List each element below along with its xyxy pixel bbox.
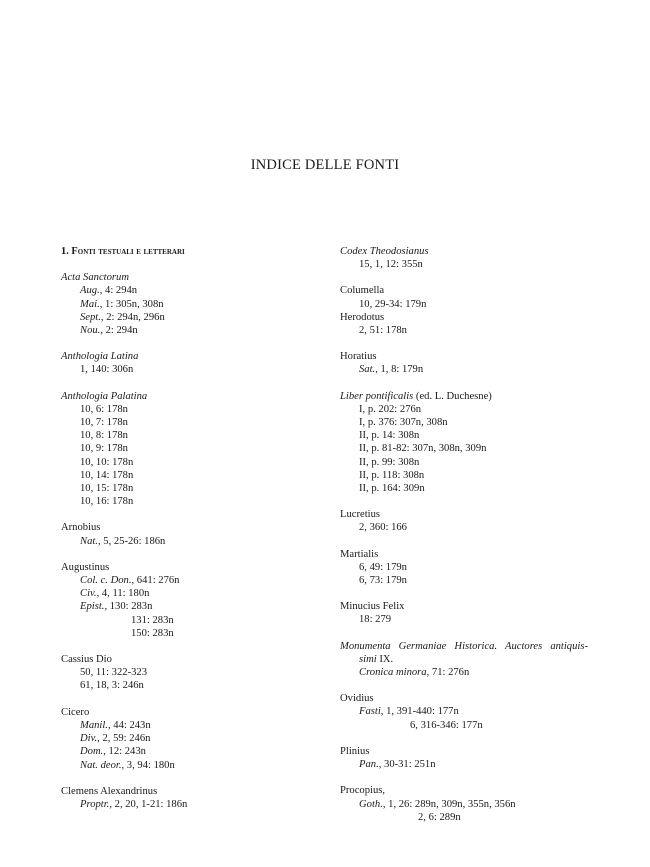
citation-line	[61, 574, 316, 587]
entry-heading	[340, 548, 595, 561]
author-name: Arnobius	[61, 522, 101, 534]
citation-line	[61, 284, 316, 297]
citation-line	[61, 627, 316, 640]
entry-heading-continued	[340, 653, 595, 666]
citation-reference: 50, 11: 322-323	[80, 667, 147, 679]
entry-heading	[340, 692, 595, 705]
citation-reference: , 130: 283n	[104, 601, 153, 613]
citation-reference: , 2: 294n	[100, 325, 138, 337]
citation-reference: II, p. 14: 308n	[359, 430, 420, 442]
index-entry	[61, 561, 316, 640]
citation-line	[340, 298, 595, 311]
citation-reference: 15, 1, 12: 355n	[359, 259, 423, 271]
index-entry	[61, 653, 316, 693]
citation-line	[61, 679, 316, 692]
citation-reference: 6, 316-346: 177n	[410, 719, 483, 731]
index-entry	[340, 548, 595, 588]
citation-line	[61, 614, 316, 627]
citation-line	[61, 442, 316, 455]
citation-reference: , 5, 25-26: 186n	[97, 535, 166, 547]
citation-reference: 2, 360: 166	[359, 522, 407, 534]
citation-reference: I, p. 202: 276n	[359, 403, 422, 415]
entry-heading	[61, 706, 316, 719]
citation-line	[340, 482, 595, 495]
work-title: Proptr.	[80, 798, 110, 810]
citation-reference: 10, 29-34: 179n	[359, 298, 427, 310]
author-name: Horatius	[340, 351, 377, 363]
entry-heading	[61, 521, 316, 534]
author-name: Martialis	[340, 548, 379, 560]
section-number: 1.	[61, 246, 69, 257]
right-column	[340, 245, 595, 837]
citation-reference: 131: 283n	[131, 614, 174, 626]
citation-reference: , 2: 294n, 296n	[100, 311, 165, 323]
citation-reference: 6, 73: 179n	[359, 575, 407, 587]
entry-heading	[340, 508, 595, 521]
citation-line	[340, 798, 595, 811]
heading-continued-note: IX.	[376, 653, 394, 665]
citation-reference: , 1, 391-440: 177n	[380, 706, 459, 718]
citation-reference: , 2, 59: 246n	[97, 733, 151, 745]
citation-reference: 10, 9: 178n	[80, 443, 128, 455]
citation-reference: 1, 140: 306n	[80, 364, 134, 376]
citation-line	[61, 324, 316, 337]
work-title: Nou.	[80, 325, 101, 337]
author-name: Ovidius	[340, 693, 374, 705]
citation-reference: 10, 14: 178n	[80, 469, 134, 481]
citation-reference: II, p. 81-82: 307n, 308n, 309n	[359, 443, 487, 455]
author-name: Liber pontificalis	[340, 390, 414, 402]
citation-reference: 6, 49: 179n	[359, 561, 407, 573]
entry-heading	[340, 784, 595, 797]
work-title: Nat. deor.	[80, 759, 122, 771]
citation-line	[340, 469, 595, 482]
citation-line	[340, 442, 595, 455]
citation-line	[340, 363, 595, 376]
page-title: INDICE DELLE FONTI	[250, 157, 400, 173]
author-name: Lucretius	[340, 509, 381, 521]
entry-heading	[340, 390, 595, 403]
citation-reference: II, p. 118: 308n	[359, 469, 425, 481]
citation-reference: 150: 283n	[131, 627, 174, 639]
citation-line	[340, 403, 595, 416]
author-name: Clemens Alexandrinus	[61, 785, 158, 797]
left-column	[61, 245, 316, 824]
citation-line	[340, 613, 595, 626]
index-entry	[340, 600, 595, 626]
work-title: Aug.	[80, 285, 100, 297]
author-name: Augustinus	[61, 561, 110, 573]
author-name: Cicero	[61, 706, 90, 718]
work-title: Sat.	[359, 364, 376, 376]
author-name: Herodotus	[340, 311, 385, 323]
work-title: Nat.	[80, 535, 98, 547]
index-entry	[340, 390, 595, 496]
index-entry	[340, 508, 595, 534]
citation-reference: , 641: 276n	[131, 575, 180, 587]
citation-reference: 10, 8: 178n	[80, 430, 128, 442]
index-entry	[340, 745, 595, 771]
index-entry	[61, 785, 316, 811]
citation-line	[61, 363, 316, 376]
work-title: Epist.	[80, 601, 105, 613]
citation-line	[61, 719, 316, 732]
work-title: Civ.	[80, 588, 97, 600]
citation-line	[340, 666, 595, 679]
entry-heading	[340, 640, 588, 653]
entry-heading	[61, 350, 316, 363]
entry-heading	[340, 745, 595, 758]
entry-heading	[340, 600, 595, 613]
entry-heading	[340, 350, 595, 363]
citation-line	[61, 403, 316, 416]
work-title: Sept.	[80, 311, 101, 323]
index-entry	[340, 640, 595, 680]
entry-heading	[61, 390, 316, 403]
heading-continued: simi	[359, 653, 377, 665]
work-title: Fasti	[359, 706, 381, 718]
citation-reference: I, p. 376: 307n, 308n	[359, 417, 448, 429]
entry-heading	[61, 561, 316, 574]
work-title: Pan.	[359, 759, 379, 771]
index-entry	[340, 350, 595, 376]
citation-reference: , 30-31: 251n	[378, 759, 436, 771]
citation-line	[61, 600, 316, 613]
citation-line	[61, 759, 316, 772]
work-title: Cronica minora	[359, 667, 427, 679]
citation-line	[61, 745, 316, 758]
author-name: Columella	[340, 285, 385, 297]
work-title: Goth.	[359, 798, 383, 810]
citation-reference: II, p. 164: 309n	[359, 483, 425, 495]
citation-line	[340, 574, 595, 587]
citation-reference: , 44: 243n	[107, 719, 151, 731]
author-name: Anthologia Palatina	[61, 390, 148, 402]
citation-reference: 10, 16: 178n	[80, 496, 134, 508]
citation-line	[340, 758, 595, 771]
citation-line	[340, 324, 595, 337]
entry-heading	[340, 311, 595, 324]
citation-reference: , 71: 276n	[426, 667, 470, 679]
citation-line	[340, 719, 595, 732]
citation-reference: II, p. 99: 308n	[359, 456, 420, 468]
work-title: Col. c. Don.	[80, 575, 132, 587]
author-name: Cassius Dio	[61, 654, 112, 666]
citation-reference: 18: 279	[359, 614, 392, 626]
index-entry	[61, 350, 316, 376]
citation-line	[61, 666, 316, 679]
citation-line	[61, 469, 316, 482]
index-entry	[340, 284, 595, 310]
citation-reference: , 1, 26: 289n, 309n, 355n, 356n	[382, 798, 516, 810]
index-entry	[61, 521, 316, 547]
section-heading	[61, 245, 316, 258]
citation-reference: , 4, 11: 180n	[96, 588, 150, 600]
index-entry	[340, 245, 595, 271]
citation-reference: , 4: 294n	[99, 285, 138, 297]
work-title: Manil.	[80, 719, 108, 731]
work-title: Mai.	[80, 298, 100, 310]
index-entry	[61, 390, 316, 509]
citation-reference: , 2, 20, 1-21: 186n	[109, 798, 188, 810]
author-name: Monumenta Germaniae Historica. Auctores antiquis-	[340, 640, 588, 652]
citation-line	[61, 429, 316, 442]
entry-heading	[61, 271, 316, 284]
section-label: Fonti testuali e letterari	[71, 246, 185, 257]
entry-heading	[340, 284, 595, 297]
citation-line	[340, 811, 595, 824]
entry-heading	[340, 245, 595, 258]
citation-reference: , 3, 94: 180n	[121, 759, 175, 771]
author-name: Anthologia Latina	[61, 351, 139, 363]
citation-reference: 10, 10: 178n	[80, 456, 134, 468]
index-entry	[61, 706, 316, 772]
index-entry	[61, 271, 316, 337]
citation-reference: , 1, 8: 179n	[375, 364, 424, 376]
heading-note: (ed. L. Duchesne)	[413, 390, 492, 402]
citation-line	[340, 429, 595, 442]
work-title: Dom.	[80, 746, 104, 758]
citation-line	[61, 732, 316, 745]
citation-line	[340, 561, 595, 574]
citation-reference: 10, 15: 178n	[80, 483, 134, 495]
citation-line	[61, 311, 316, 324]
citation-line	[61, 456, 316, 469]
citation-line	[61, 587, 316, 600]
author-name: Codex Theodosianus	[340, 246, 429, 257]
citation-line	[61, 482, 316, 495]
citation-reference: , 1: 305n, 308n	[99, 298, 164, 310]
author-name: Plinius	[340, 745, 370, 757]
citation-reference: 2, 6: 289n	[418, 811, 461, 823]
citation-line	[340, 416, 595, 429]
citation-reference: 10, 7: 178n	[80, 417, 128, 429]
citation-line	[61, 535, 316, 548]
author-name: Acta Sanctorum	[61, 272, 129, 284]
index-entry	[340, 784, 595, 824]
citation-reference: 61, 18, 3: 246n	[80, 680, 144, 692]
entry-heading	[61, 653, 316, 666]
citation-reference: 2, 51: 178n	[359, 325, 407, 337]
citation-line	[61, 298, 316, 311]
citation-line	[340, 456, 595, 469]
work-title: Div.	[80, 733, 98, 745]
citation-line	[61, 416, 316, 429]
citation-line	[61, 798, 316, 811]
author-name: Procopius,	[340, 785, 386, 797]
citation-line	[61, 495, 316, 508]
citation-reference: 10, 6: 178n	[80, 403, 128, 415]
index-entry	[340, 311, 595, 337]
index-entry	[340, 692, 595, 732]
citation-reference: , 12: 243n	[103, 746, 146, 758]
citation-line	[340, 705, 595, 718]
author-name: Minucius Felix	[340, 601, 405, 613]
citation-line	[340, 521, 595, 534]
citation-line	[340, 258, 595, 271]
entry-heading	[61, 785, 316, 798]
